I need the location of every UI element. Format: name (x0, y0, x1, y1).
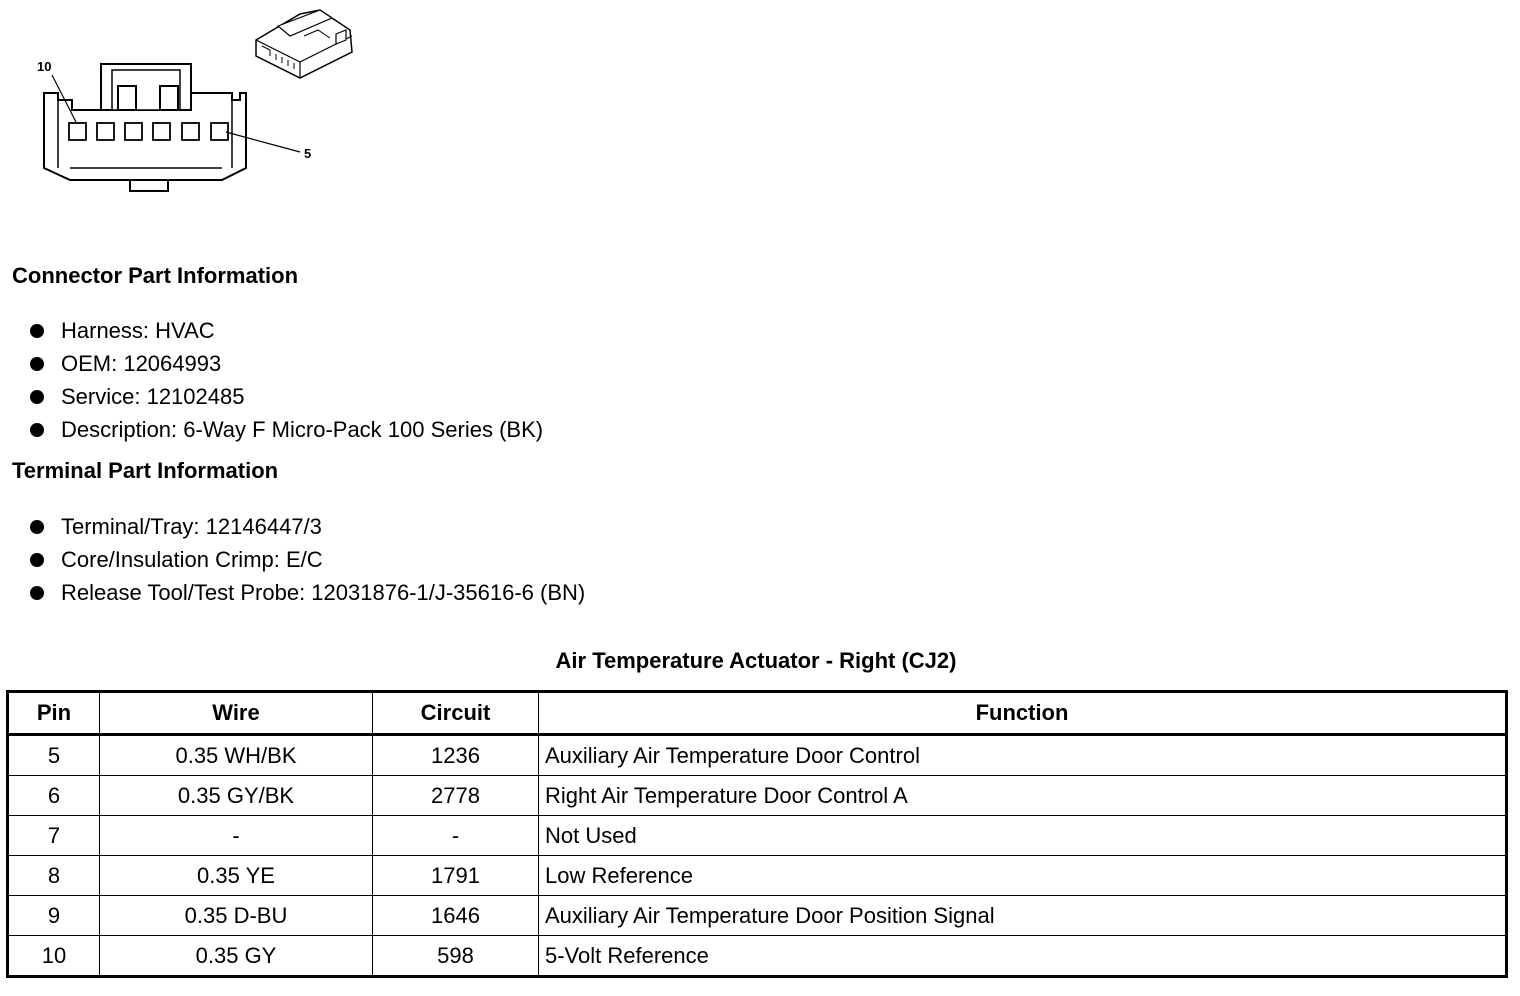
pin-cavities (69, 123, 228, 140)
list-item-text: Harness: HVAC (61, 318, 215, 343)
cell-function: Low Reference (539, 856, 1507, 896)
list-item (30, 576, 585, 609)
cell-function: Not Used (539, 816, 1507, 856)
cell-pin: 5 (8, 735, 100, 776)
pin-5-leader (226, 132, 300, 152)
list-item (30, 314, 543, 347)
pin-cavity (153, 123, 170, 140)
table-row (8, 776, 1507, 816)
latch-tab (160, 86, 178, 110)
table-row (8, 936, 1507, 977)
list-item-text: Description: 6-Way F Micro-Pack 100 Series (BK) (61, 417, 544, 442)
cell-circuit: 1646 (373, 896, 539, 936)
connector-face-view (0, 0, 400, 210)
connector-part-info-list (30, 314, 543, 446)
cell-pin: 9 (8, 896, 100, 936)
header-wire: Wire (100, 692, 373, 735)
pinout-table (6, 690, 1508, 978)
list-item-text: Service: 12102485 (61, 384, 245, 409)
bullet-icon (30, 324, 44, 338)
table-header-row (8, 692, 1507, 735)
list-item (30, 380, 543, 413)
terminal-part-info-heading: Terminal Part Information (12, 458, 279, 483)
cell-wire: - (100, 816, 373, 856)
pin-cavity (182, 123, 199, 140)
table-row (8, 856, 1507, 896)
list-item-text: Core/Insulation Crimp: E/C (61, 547, 323, 572)
pin-label-5: 5 (304, 146, 312, 161)
connector-diagram (0, 0, 400, 210)
cell-pin: 7 (8, 816, 100, 856)
pin-cavity (211, 123, 228, 140)
list-item (30, 510, 585, 543)
pin-label-10: 10 (37, 59, 52, 74)
bullet-icon (30, 553, 44, 567)
list-item-text: Terminal/Tray: 12146447/3 (61, 514, 322, 539)
cell-wire: 0.35 WH/BK (100, 735, 373, 776)
cell-circuit: 1236 (373, 735, 539, 776)
cell-function: Auxiliary Air Temperature Door Position Signal (539, 896, 1507, 936)
table-row (8, 816, 1507, 856)
list-item (30, 347, 543, 380)
list-item (30, 413, 543, 446)
list-item-text: Release Tool/Test Probe: 12031876-1/J-35616-6 (BN) (61, 580, 586, 605)
header-circuit: Circuit (373, 692, 539, 735)
cell-function: Right Air Temperature Door Control A (539, 776, 1507, 816)
connector-key (130, 180, 168, 191)
cell-circuit: - (373, 816, 539, 856)
table-title: Air Temperature Actuator - Right (CJ2) (555, 648, 957, 673)
cell-pin: 6 (8, 776, 100, 816)
connector-isometric-icon (256, 10, 352, 78)
header-pin: Pin (8, 692, 100, 735)
bullet-icon (30, 586, 44, 600)
cell-circuit: 1791 (373, 856, 539, 896)
list-item (30, 543, 585, 576)
pin-cavity (125, 123, 142, 140)
connector-part-info-heading: Connector Part Information (12, 263, 299, 288)
cell-function: Auxiliary Air Temperature Door Control (539, 735, 1507, 776)
latch-tab (118, 86, 136, 110)
pin-10-leader (52, 75, 76, 122)
terminal-part-info-list (30, 510, 585, 609)
table-row (8, 896, 1507, 936)
cell-wire: 0.35 GY/BK (100, 776, 373, 816)
bullet-icon (30, 357, 44, 371)
table-row (8, 735, 1507, 776)
cell-wire: 0.35 YE (100, 856, 373, 896)
bullet-icon (30, 520, 44, 534)
pin-cavity (97, 123, 114, 140)
cell-circuit: 2778 (373, 776, 539, 816)
header-function: Function (539, 692, 1507, 735)
pin-cavity (69, 123, 86, 140)
list-item-text: OEM: 12064993 (61, 351, 222, 376)
cell-function: 5-Volt Reference (539, 936, 1507, 977)
cell-pin: 8 (8, 856, 100, 896)
cell-wire: 0.35 GY (100, 936, 373, 977)
bullet-icon (30, 423, 44, 437)
cell-circuit: 598 (373, 936, 539, 977)
bullet-icon (30, 390, 44, 404)
cell-pin: 10 (8, 936, 100, 977)
cell-wire: 0.35 D-BU (100, 896, 373, 936)
